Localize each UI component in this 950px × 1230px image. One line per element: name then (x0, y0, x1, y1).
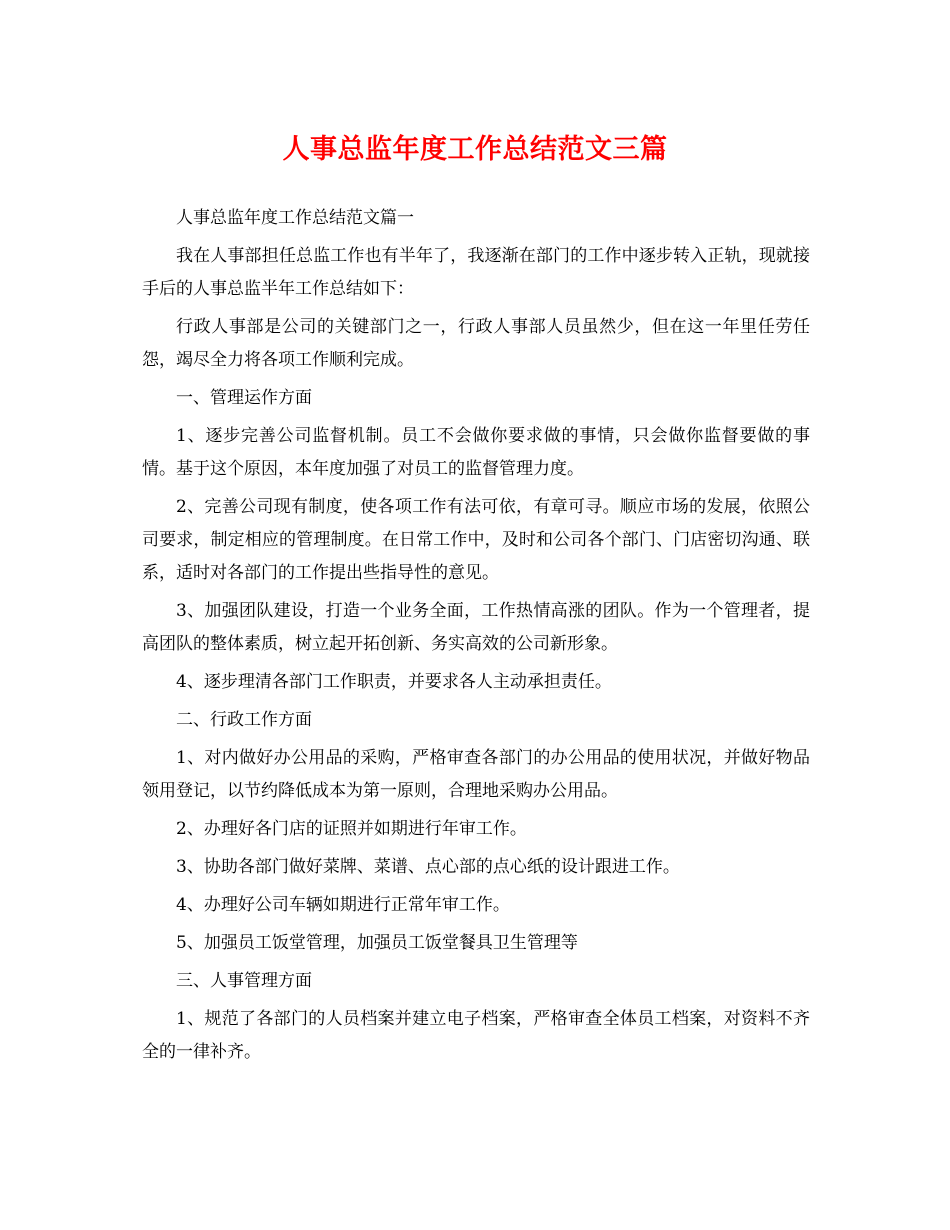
management-item-1: 1、逐步完善公司监督机制。员工不会做你要求做的事情，只会做你监督要做的事情。基于这个原因，本年度加强了对员工的监督管理力度。 (142, 426, 810, 479)
personnel-item-1: 1、规范了各部门的人员档案并建立电子档案，严格审查全体员工档案，对资料不齐全的一律补齐。 (142, 1009, 810, 1062)
administration-item-4: 4、办理好公司车辆如期进行正常年审工作。 (176, 895, 510, 915)
administration-item-2: 2、办理好各门店的证照并如期进行年审工作。 (176, 819, 527, 839)
management-item-2: 2、完善公司现有制度，使各项工作有法可依，有章可寻。顺应市场的发展，依照公司要求，制定相应的管理制度。在日常工作中，及时和公司各个部门、门店密切沟通、联系，适时对各部门的工作提出些指导性的意见。 (142, 497, 810, 583)
management-item-4: 4、逐步理清各部门工作职责，并要求各人主动承担责任。 (176, 672, 612, 692)
document-title: 人事总监年度工作总结范文三篇 (282, 134, 668, 165)
management-item-3: 3、加强团队建设，打造一个业务全面，工作热情高涨的团队。作为一个管理者，提高团队的整体素质，树立起开拓创新、务实高效的公司新形象。 (142, 601, 810, 654)
section-heading-administration: 二、行政工作方面 (176, 710, 312, 730)
administration-item-3: 3、协助各部门做好菜牌、菜谱、点心部的点心纸的设计跟进工作。 (176, 857, 680, 877)
administration-item-5: 5、加强员工饭堂管理，加强员工饭堂餐具卫生管理等 (176, 933, 578, 953)
intro-paragraph: 我在人事部担任总监工作也有半年了，我逐渐在部门的工作中逐步转入正轨，现就接手后的人事总监半年工作总结如下： (142, 246, 810, 299)
department-overview-paragraph: 行政人事部是公司的关键部门之一，行政人事部人员虽然少，但在这一年里任劳任怨，竭尽全力将各项工作顺利完成。 (142, 317, 810, 370)
document-body (142, 202, 810, 1074)
section-heading-personnel: 三、人事管理方面 (176, 971, 312, 991)
section-heading-management: 一、管理运作方面 (176, 388, 312, 408)
section-heading-article-one: 人事总监年度工作总结范文篇一 (176, 208, 414, 228)
administration-item-1: 1、对内做好办公用品的采购，严格审查各部门的办公用品的使用状况，并做好物品领用登记，以节约降低成本为第一原则，合理地采购办公用品。 (142, 748, 810, 801)
